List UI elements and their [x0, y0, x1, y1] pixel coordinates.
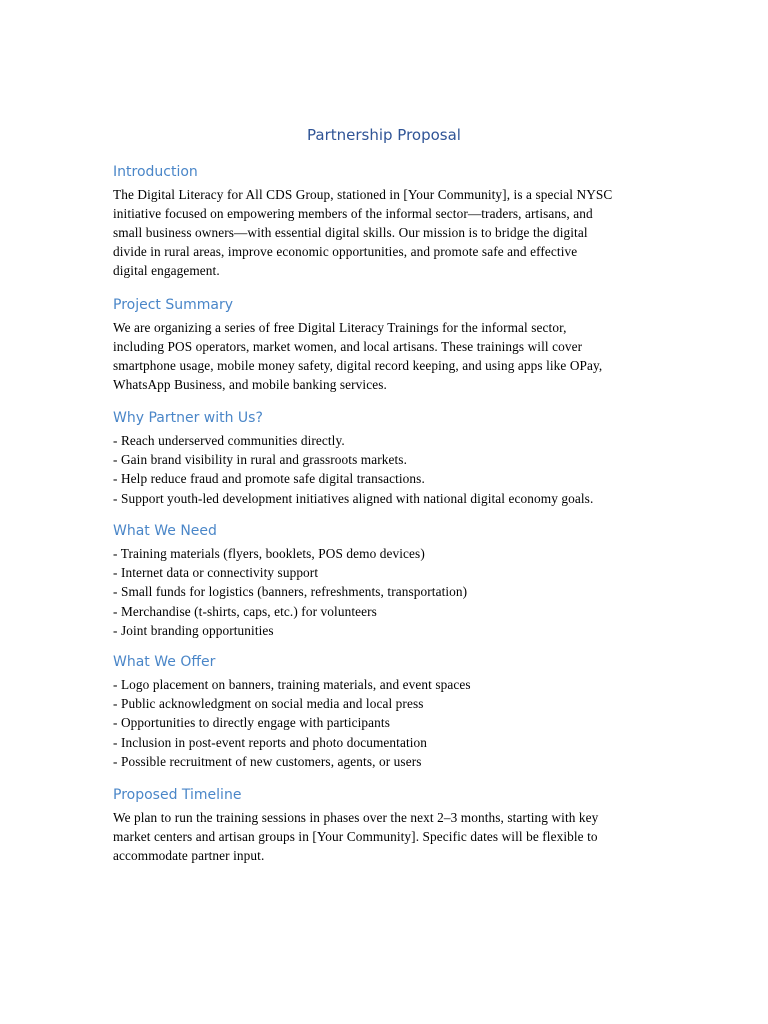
- section-project-summary: [113, 295, 658, 394]
- paragraph-line: market centers and artisan groups in [Your Community]. Specific dates will be flexible to: [113, 829, 598, 844]
- section-what-we-offer: [113, 652, 658, 771]
- list-item: - Help reduce fraud and promote safe digital transactions.: [113, 471, 425, 487]
- project-summary-paragraph: [113, 318, 658, 394]
- paragraph-line: divide in rural areas, improve economic opportunities, and promote safe and effective: [113, 244, 578, 259]
- list-item: - Public acknowledgment on social media and local press: [113, 696, 424, 712]
- paragraph-line: The Digital Literacy for All CDS Group, stationed in [Your Community], is a special NYSC: [113, 187, 613, 202]
- section-proposed-timeline: [113, 785, 658, 865]
- paragraph-line: smartphone usage, mobile money safety, digital record keeping, and using apps like OPay,: [113, 358, 603, 373]
- section-introduction: [113, 162, 658, 280]
- introduction-paragraph: [113, 185, 658, 280]
- list-item: - Possible recruitment of new customers, agents, or users: [113, 753, 422, 769]
- paragraph-line: digital engagement.: [113, 263, 220, 278]
- section-what-we-need: [113, 521, 658, 640]
- list-item: - Support youth-led development initiatives aligned with national digital economy goals.: [113, 490, 594, 506]
- paragraph-line: We are organizing a series of free Digital Literacy Trainings for the informal sector,: [113, 320, 567, 335]
- list-item: - Gain brand visibility in rural and grassroots markets.: [113, 452, 408, 468]
- paragraph-line: We plan to run the training sessions in phases over the next 2–3 months, starting with key: [113, 810, 599, 825]
- paragraph-line: small business owners—with essential digital skills. Our mission is to bridge the digital: [113, 225, 588, 240]
- document-title: Partnership Proposal: [307, 126, 461, 144]
- section-heading-proposed-timeline: Proposed Timeline: [113, 787, 242, 803]
- list-item: - Small funds for logistics (banners, refreshments, transportation): [113, 584, 468, 600]
- paragraph-line: WhatsApp Business, and mobile banking services.: [113, 377, 387, 392]
- section-heading-why-partner: Why Partner with Us?: [113, 410, 263, 426]
- paragraph-line: accommodate partner input.: [113, 848, 265, 863]
- list-item: - Internet data or connectivity support: [113, 565, 319, 581]
- section-heading-what-we-offer: What We Offer: [113, 654, 216, 670]
- list-item: - Training materials (flyers, booklets, POS demo devices): [113, 546, 425, 561]
- section-heading-introduction: Introduction: [113, 164, 198, 180]
- proposed-timeline-paragraph: [113, 808, 658, 865]
- paragraph-line: initiative focused on empowering members of the informal sector—traders, artisans, and: [113, 206, 593, 221]
- list-item: - Reach underserved communities directly.: [113, 433, 345, 448]
- list-item: - Logo placement on banners, training materials, and event spaces: [113, 677, 471, 692]
- list-item: - Inclusion in post-event reports and photo documentation: [113, 734, 428, 750]
- list-item: - Joint branding opportunities: [113, 622, 274, 638]
- section-why-partner: [113, 408, 658, 508]
- paragraph-line: including POS operators, market women, and local artisans. These trainings will cover: [113, 339, 583, 354]
- list-item: - Opportunities to directly engage with participants: [113, 715, 390, 731]
- section-heading-project-summary: Project Summary: [113, 297, 234, 313]
- list-item: - Merchandise (t-shirts, caps, etc.) for volunteers: [113, 603, 377, 619]
- section-heading-what-we-need: What We Need: [113, 523, 217, 539]
